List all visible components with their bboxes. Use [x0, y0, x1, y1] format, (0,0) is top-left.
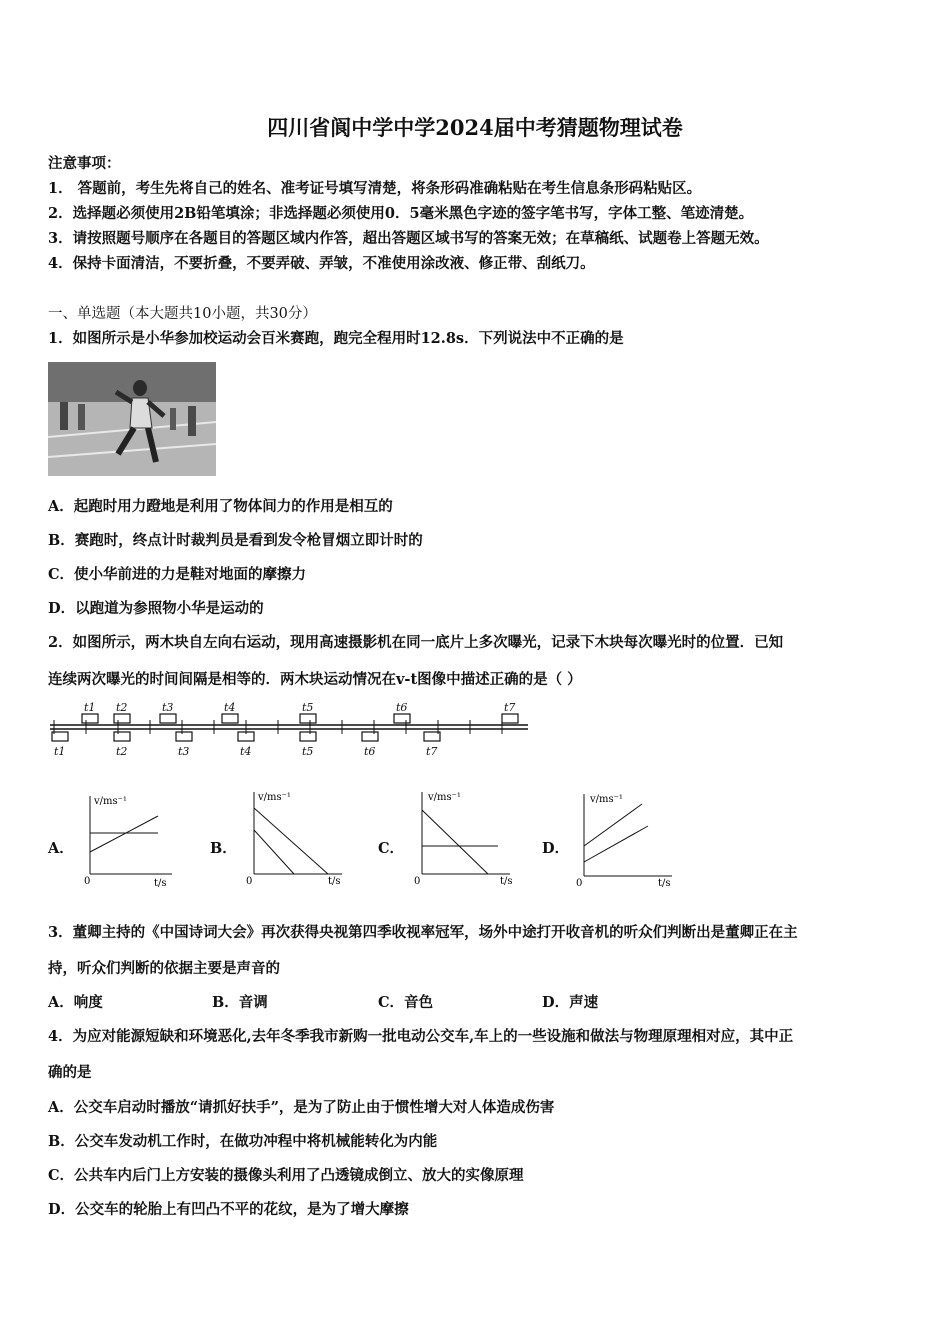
- axis-x-label: t/s: [154, 878, 167, 889]
- bottom-label: t6: [364, 745, 376, 758]
- axis-x-label: t/s: [328, 876, 341, 887]
- top-label: t3: [162, 701, 174, 714]
- top-label: t7: [504, 701, 516, 714]
- axis-x-label: t/s: [658, 878, 671, 889]
- notice-item: 3．请按照题号顺序在各题目的答题区域内作答，超出答题区域书写的答案无效；在草稿纸、试题卷上答题无效。: [48, 230, 769, 247]
- q4-option-c: C．公共车内后门上方安装的摄像头利用了凸透镜成倒立、放大的实像原理: [48, 1167, 524, 1184]
- top-block: [82, 714, 98, 723]
- runner-photo: [48, 362, 216, 476]
- q3-option-a: A．响度: [48, 994, 103, 1011]
- graph-a: [78, 790, 178, 890]
- q2-stem-line1: 2．如图所示，两木块自左向右运动，现用高速摄影机在同一底片上多次曝光，记录下木块每次曝光时的位置．已知: [48, 634, 784, 651]
- notice-item: 2．选择题必须使用2B铅笔填涂；非选择题必须使用0．5毫米黑色字迹的签字笔书写，字体工整、笔迹清楚。: [48, 205, 754, 222]
- q3-option-d: D．声速: [542, 994, 599, 1011]
- q4-option-b: B．公交车发动机工作时，在做功冲程中将机械能转化为内能: [48, 1133, 438, 1150]
- q1-option-b: B．赛跑时，终点计时裁判员是看到发令枪冒烟立即计时的: [48, 532, 423, 549]
- axis-x-label: t/s: [500, 876, 513, 887]
- graph-d: [572, 788, 682, 890]
- top-label: t2: [116, 701, 128, 714]
- top-label: t1: [84, 701, 96, 714]
- q1-option-d: D．以跑道为参照物小华是运动的: [48, 600, 264, 617]
- q3-stem-line1: 3．董卿主持的《中国诗词大会》再次获得央视第四季收视率冠军，场外中途打开收音机的听众们判断出是董卿正在主: [48, 924, 798, 941]
- section-heading: 一、单选题（本大题共10小题，共30分）: [48, 306, 317, 322]
- top-block: [114, 714, 130, 723]
- q3-stem-line2: 持，听众们判断的依据主要是声音的: [48, 960, 280, 977]
- top-block: [502, 714, 518, 723]
- bottom-label: t3: [178, 745, 190, 758]
- bottom-block: [300, 732, 316, 741]
- origin-label: 0: [84, 876, 91, 887]
- bottom-block: [176, 732, 192, 741]
- top-label: t5: [302, 701, 314, 714]
- bottom-label: t5: [302, 745, 314, 758]
- top-block: [300, 714, 316, 723]
- notice-item: 1． 答题前，考生先将自己的姓名、准考证号填写清楚，将条形码准确粘贴在考生信息条形码粘贴区。: [48, 180, 702, 197]
- axis-y-label: v/ms⁻¹: [258, 792, 291, 803]
- graph-c: [410, 786, 520, 890]
- q2-option-b-label: B．: [210, 840, 237, 857]
- page-title: 四川省阆中学中学2024届中考猜题物理试卷: [267, 115, 683, 140]
- origin-label: 0: [246, 876, 253, 887]
- notice-heading: 注意事项：: [48, 155, 121, 172]
- q2-option-c-label: C．: [378, 840, 405, 857]
- top-block: [222, 714, 238, 723]
- q4-stem-line2: 确的是: [48, 1064, 92, 1081]
- origin-label: 0: [576, 878, 583, 889]
- bottom-block: [114, 732, 130, 741]
- axis-y-label: v/ms⁻¹: [428, 792, 461, 803]
- bottom-label: t2: [116, 745, 128, 758]
- q3-option-b: B．音调: [212, 994, 268, 1011]
- q1-stem: 1．如图所示是小华参加校运动会百米赛跑，跑完全程用时12.8s．下列说法中不正确的是: [48, 330, 624, 347]
- top-block: [394, 714, 410, 723]
- bottom-label: t7: [426, 745, 438, 758]
- q1-option-a: A．起跑时用力蹬地是利用了物体间力的作用是相互的: [48, 498, 393, 515]
- axis-y-label: v/ms⁻¹: [94, 796, 127, 807]
- q4-option-d: D．公交车的轮胎上有凹凸不平的花纹，是为了增大摩擦: [48, 1201, 409, 1218]
- bottom-label: t1: [54, 745, 66, 758]
- bottom-block: [362, 732, 378, 741]
- bottom-label: t4: [240, 745, 252, 758]
- origin-label: 0: [414, 876, 421, 887]
- axis-y-label: v/ms⁻¹: [590, 794, 623, 805]
- q2-stem-line2: 连续两次曝光的时间间隔是相等的．两木块运动情况在v-t图像中描述正确的是（ ）: [48, 671, 582, 688]
- top-label: t6: [396, 701, 408, 714]
- q1-option-c: C．使小华前进的力是鞋对地面的摩擦力: [48, 566, 307, 583]
- q4-stem-line1: 4．为应对能源短缺和环境恶化,去年冬季我市新购一批电动公交车,车上的一些设施和做法与物理原理相对应，其中正: [48, 1028, 794, 1045]
- top-block: [160, 714, 176, 723]
- exposure-diagram: [44, 700, 534, 762]
- top-label: t4: [224, 701, 236, 714]
- q2-option-d-label: D．: [542, 840, 570, 857]
- q4-option-a: A．公交车启动时播放“请抓好扶手”，是为了防止由于惯性增大对人体造成伤害: [48, 1099, 555, 1116]
- q2-option-a-label: A．: [48, 840, 74, 857]
- graph-b: [242, 786, 352, 890]
- notice-item: 4．保持卡面清洁，不要折叠，不要弄破、弄皱，不准使用涂改液、修正带、刮纸刀。: [48, 255, 595, 272]
- q3-option-c: C．音色: [378, 994, 434, 1011]
